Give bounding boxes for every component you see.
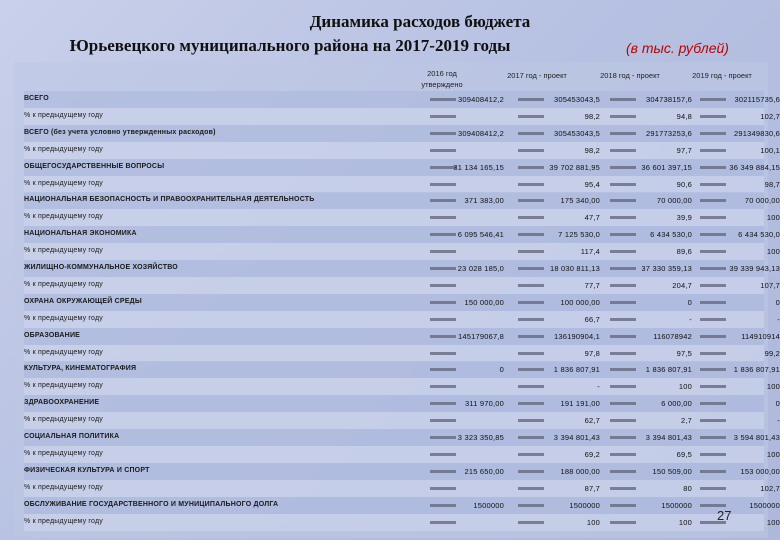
table-row: [24, 159, 780, 176]
percent-row: [24, 277, 780, 294]
table-row: [24, 395, 780, 412]
title-line-2: Юрьевецкого муниципального района на 2017-2019 годы: [69, 36, 511, 55]
value-cell: -: [597, 382, 600, 392]
value-cell: 1500000: [661, 500, 692, 510]
value-cell: 69,5: [676, 449, 692, 459]
percent-row: [24, 176, 780, 193]
value-cell: 94,8: [676, 111, 692, 121]
value-cell: 80: [683, 483, 692, 493]
cell-underline: [430, 216, 456, 219]
value-cell: 107,7: [760, 280, 780, 290]
percent-row: [24, 378, 780, 395]
value-cell: 309408412,2: [458, 95, 504, 104]
unit-note: (в тыс. рублей): [626, 40, 729, 56]
row-label: % к предыдущему году: [24, 280, 103, 288]
value-cell: 145179067,8: [458, 331, 504, 341]
value-cell: 39,9: [676, 213, 692, 223]
value-cell: 6 434 530,0: [650, 230, 692, 240]
value-cell: 100: [678, 382, 692, 392]
value-cell: 302115735,6: [734, 95, 780, 104]
value-cell: 175 340,00: [560, 196, 600, 206]
value-cell: 153 000,00: [740, 466, 780, 476]
cell-underline: [430, 385, 456, 388]
value-cell: 37 330 359,13: [641, 264, 692, 273]
row-label: ОБРАЗОВАНИЕ: [24, 331, 81, 339]
table-row: [24, 497, 780, 514]
value-cell: 188 000,00: [560, 466, 600, 476]
value-cell: 66,7: [584, 314, 600, 324]
value-cell: 114910914: [741, 331, 780, 341]
table-row: [24, 463, 780, 480]
value-cell: 305453043,5: [554, 95, 600, 104]
value-cell: 311 970,00: [465, 399, 504, 409]
value-cell: 150 000,00: [464, 297, 504, 307]
column-header-2016: 2016 год утверждено: [421, 69, 463, 89]
column-header-2017: 2017 год - проект: [507, 71, 567, 80]
value-cell: 1 836 807,91: [733, 365, 780, 375]
title-line-1: Динамика расходов бюджета: [309, 12, 531, 31]
row-label: ВСЕГО (без учета условно утвержденных расходов): [24, 128, 216, 136]
value-cell: 0: [775, 399, 780, 409]
cell-underline: [430, 352, 456, 355]
value-cell: 309408412,2: [458, 128, 504, 138]
value-cell: 62,7: [584, 416, 600, 426]
value-cell: 1500000: [473, 500, 504, 510]
value-cell: 100: [586, 517, 600, 527]
percent-row: [24, 209, 780, 226]
value-cell: 97,8: [584, 348, 600, 358]
row-label: КУЛЬТУРА, КИНЕМАТОГРАФИЯ: [24, 365, 137, 373]
cell-underline: [430, 318, 456, 321]
value-cell: 98,7: [764, 179, 780, 189]
percent-row: [24, 243, 780, 260]
value-cell: 70 000,00: [744, 196, 780, 206]
row-label: % к предыдущему году: [24, 483, 103, 491]
row-label: % к предыдущему году: [24, 517, 103, 525]
value-cell: 191 191,00: [560, 399, 600, 409]
row-label: % к предыдущему году: [24, 416, 103, 424]
percent-row: [24, 108, 780, 125]
row-label: % к предыдущему году: [24, 247, 103, 255]
value-cell: 117,4: [580, 247, 600, 257]
value-cell: 100: [766, 382, 780, 392]
cell-underline: [430, 183, 456, 186]
value-cell: -: [777, 416, 780, 426]
value-cell: 1 836 807,91: [553, 365, 600, 375]
cell-underline: [430, 453, 456, 456]
value-cell: 6 434 530,0: [738, 230, 780, 240]
table-row: [24, 328, 780, 345]
value-cell: 291349830,6: [734, 128, 780, 138]
value-cell: 89,6: [676, 247, 692, 257]
percent-row: [24, 311, 780, 328]
row-label: ОБЩЕГОСУДАРСТВЕННЫЕ ВОПРОСЫ: [24, 162, 165, 170]
row-label: СОЦИАЛЬНАЯ ПОЛИТИКА: [24, 433, 120, 440]
value-cell: 6 095 546,41: [457, 230, 504, 240]
value-cell: 3 594 801,43: [733, 433, 780, 442]
value-cell: 204,7: [672, 280, 692, 290]
value-cell: 23 028 185,0: [457, 264, 504, 273]
table-row: [24, 226, 780, 243]
row-label: % к предыдущему году: [24, 382, 103, 390]
row-label: ОХРАНА ОКРУЖАЮЩЕЙ СРЕДЫ: [24, 297, 142, 305]
value-cell: 1 836 807,91: [645, 365, 692, 375]
row-label: НАЦИОНАЛЬНАЯ ЭКОНОМИКА: [24, 230, 137, 238]
row-label: % к предыдущему году: [24, 179, 103, 187]
value-cell: 3 323 350,85: [457, 433, 504, 442]
value-cell: 100,1: [760, 145, 780, 155]
percent-row: [24, 345, 780, 362]
value-cell: 6 000,00: [661, 399, 692, 409]
value-cell: 100: [678, 517, 692, 527]
row-label: % к предыдущему году: [24, 213, 103, 221]
value-cell: 1500000: [569, 500, 600, 510]
cell-underline: [430, 521, 456, 524]
value-cell: 100 000,00: [560, 297, 600, 307]
table-row: [24, 294, 780, 311]
value-cell: 31 134 165,15: [453, 162, 504, 172]
value-cell: 3 394 801,43: [645, 433, 692, 442]
value-cell: 98,2: [584, 111, 600, 121]
table-row: [24, 260, 780, 277]
value-cell: 90,6: [676, 179, 692, 189]
value-cell: 95,4: [584, 179, 600, 189]
percent-row: [24, 412, 780, 429]
value-cell: 371 383,00: [464, 196, 504, 206]
column-header-2019: 2019 год - проект: [692, 71, 752, 80]
value-cell: 100: [766, 247, 780, 257]
value-cell: 116078942: [653, 331, 692, 341]
percent-row: [24, 142, 780, 159]
value-cell: 97,7: [676, 145, 692, 155]
value-cell: 102,7: [760, 483, 780, 493]
cell-underline: [430, 487, 456, 490]
table-row: [24, 125, 780, 142]
table-row: [24, 192, 780, 209]
row-label: % к предыдущему году: [24, 145, 103, 153]
row-label: НАЦИОНАЛЬНАЯ БЕЗОПАСНОСТЬ И ПРАВООХРАНИТЕЛЬНАЯ ДЕЯТЕЛЬНОСТЬ: [24, 196, 315, 204]
percent-row: [24, 480, 780, 497]
value-cell: 2,7: [680, 416, 692, 426]
value-cell: 47,7: [584, 213, 600, 223]
cell-underline: [430, 284, 456, 287]
table-row: [24, 429, 780, 446]
value-cell: 36 601 397,15: [641, 162, 692, 172]
value-cell: 0: [687, 297, 692, 307]
value-cell: 304738157,6: [646, 95, 692, 104]
value-cell: 99,2: [764, 348, 780, 358]
row-label: ОБСЛУЖИВАНИЕ ГОСУДАРСТВЕННОГО И МУНИЦИПАЛЬНОГО ДОЛГА: [24, 500, 279, 508]
row-label: % к предыдущему году: [24, 111, 103, 119]
column-header-2018: 2018 год - проект: [600, 71, 660, 80]
row-label: ВСЕГО: [24, 95, 49, 102]
value-cell: 0: [499, 365, 504, 375]
value-cell: 97,5: [676, 348, 692, 358]
value-cell: 98,2: [584, 145, 600, 155]
value-cell: 0: [775, 297, 780, 307]
row-label: % к предыдущему году: [24, 314, 103, 322]
row-label: ЖИЛИЩНО-КОММУНАЛЬНОЕ ХОЗЯЙСТВО: [24, 264, 178, 271]
value-cell: 102,7: [760, 111, 780, 121]
value-cell: 215 650,00: [464, 466, 504, 476]
row-label: % к предыдущему году: [24, 449, 103, 457]
value-cell: 39 339 943,13: [729, 264, 780, 273]
page-number: 27: [717, 508, 732, 523]
percent-row: [24, 514, 780, 531]
cell-underline: [430, 115, 456, 118]
value-cell: 136190904,1: [554, 331, 600, 341]
value-cell: 291773253,6: [646, 128, 692, 138]
value-cell: 18 030 811,13: [549, 264, 600, 273]
cell-underline: [430, 149, 456, 152]
row-label: ЗДРАВООХРАНЕНИЕ: [24, 399, 100, 407]
value-cell: 69,2: [584, 449, 600, 459]
value-cell: -: [777, 314, 780, 324]
value-cell: 39 702 881,95: [549, 162, 600, 172]
row-label: ФИЗИЧЕСКАЯ КУЛЬТУРА И СПОРТ: [24, 466, 150, 474]
cell-underline: [430, 250, 456, 253]
value-cell: 77,7: [584, 280, 600, 290]
value-cell: 70 000,00: [656, 196, 692, 206]
row-label: % к предыдущему году: [24, 348, 103, 356]
value-cell: 1500000: [749, 500, 780, 510]
table-row: [24, 91, 780, 108]
value-cell: -: [689, 314, 692, 324]
value-cell: 87,7: [584, 483, 600, 493]
value-cell: 7 125 530,0: [558, 230, 600, 240]
value-cell: 100: [766, 517, 780, 527]
table-row: [24, 361, 780, 378]
percent-row: [24, 446, 780, 463]
value-cell: 150 509,00: [652, 466, 692, 476]
value-cell: 305453043,5: [554, 128, 600, 138]
value-cell: 36 349 884,15: [729, 162, 780, 172]
cell-underline: [430, 419, 456, 422]
value-cell: 100: [766, 213, 780, 223]
value-cell: 3 394 801,43: [553, 433, 600, 442]
value-cell: 100: [766, 449, 780, 459]
